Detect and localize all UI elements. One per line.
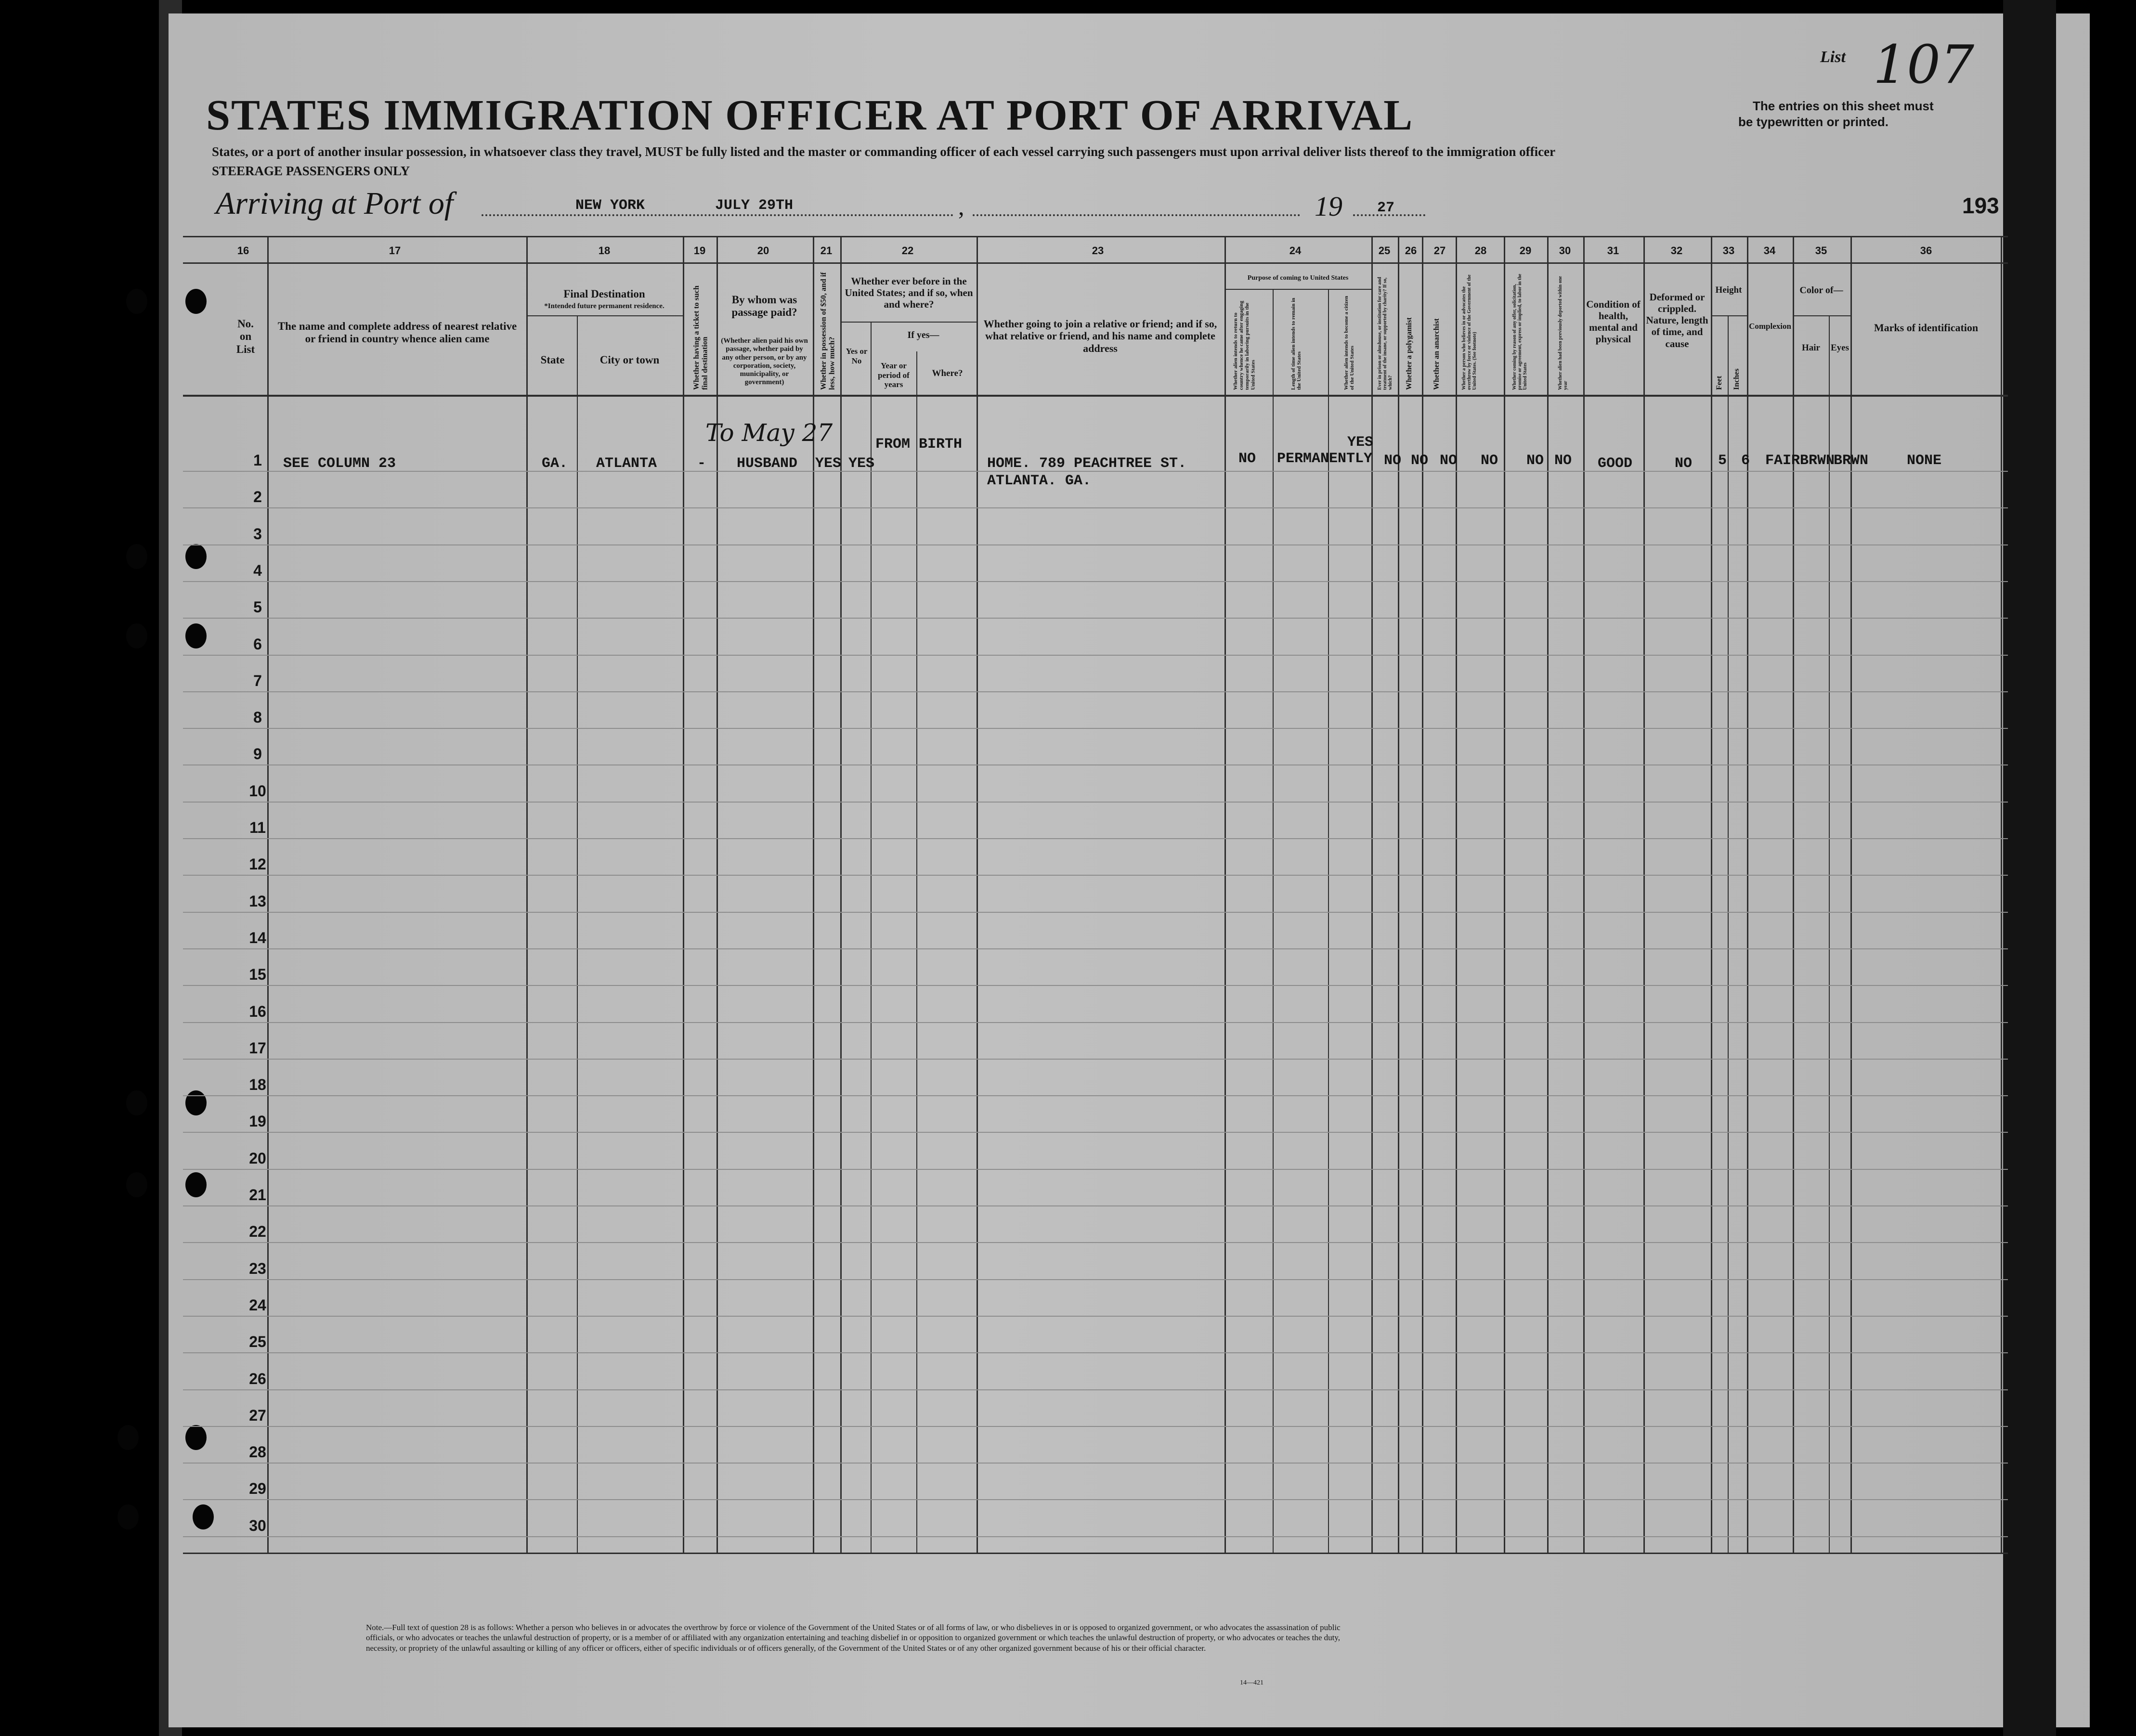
form-title: STATES IMMIGRATION OFFICER AT PORT OF ARRIVAL bbox=[206, 91, 1414, 139]
hdr-hair: Hair bbox=[1802, 343, 1820, 353]
entry-money: YES bbox=[815, 455, 842, 472]
row-rule bbox=[183, 1463, 2008, 1464]
row-rule bbox=[183, 581, 2008, 582]
hdr-by-whom-paid: By whom was passage paid? bbox=[731, 294, 797, 319]
hdr-deformed: Deformed or crippled. Nature, length of time, and cause bbox=[1646, 291, 1708, 350]
col-subdivider bbox=[916, 351, 917, 1553]
row-rule bbox=[183, 875, 2008, 876]
comma: , bbox=[958, 193, 964, 220]
punch-hole bbox=[185, 1425, 207, 1450]
col-divider bbox=[1711, 236, 1712, 1553]
row-rule bbox=[183, 1169, 2008, 1170]
row-rule bbox=[183, 764, 2008, 765]
hdr-possession-50: Whether in possession of $50, and if less, how much? bbox=[820, 272, 836, 390]
row-rule bbox=[183, 1022, 2008, 1023]
col-divider bbox=[1850, 236, 1852, 1553]
entry-deformed: NO bbox=[1675, 455, 1693, 472]
row-number: 28 bbox=[249, 1443, 266, 1461]
row-number: 22 bbox=[249, 1223, 266, 1240]
punch-hole bbox=[126, 1172, 147, 1197]
footnote-question-28: Note.—Full text of question 28 is as follows: Whether a person who believes in or advocates the overthrow by force or violence of the Government of the United States or of all forms of law, or who disbelieves in or is opposed to organized government, or who advocates the assassination of public officials, or who advocates or teaches the unlawful destruction of property, or is a member of or affiliated with any organization entertaining and teaching disbelief in or opposition to organized government or which teaches the unlawful destruction of property, or who advocates or teaches the duty, necessity, or propriety of the unlawful assaulting or killing of any officer or officers, either of specific individuals or of officers generally, of the Government of the United States or of any other organized government because of his or their official character. bbox=[366, 1623, 1341, 1653]
port-line bbox=[482, 214, 953, 216]
subhead-divider bbox=[526, 315, 683, 316]
colnum-17: 17 bbox=[389, 245, 401, 257]
arriving-label: Arriving at Port of bbox=[216, 186, 454, 221]
colnum-30: 30 bbox=[1559, 245, 1571, 257]
hdr-city: City or town bbox=[599, 354, 660, 366]
row-rule bbox=[183, 655, 2008, 656]
hdr-purpose-b: Length of time alien intends to remain in the United States bbox=[1290, 298, 1302, 390]
hdr-if-yes: If yes— bbox=[907, 330, 939, 340]
hdr-state: State bbox=[540, 354, 565, 366]
row-number: 27 bbox=[249, 1407, 266, 1424]
row-number: 25 bbox=[249, 1333, 266, 1350]
row-rule bbox=[183, 1316, 2008, 1317]
row-number: 15 bbox=[249, 966, 266, 983]
punch-hole bbox=[185, 289, 207, 314]
row-rule bbox=[183, 1426, 2008, 1427]
hdr-height: Height bbox=[1715, 285, 1742, 295]
year-line bbox=[1353, 214, 1425, 216]
subhead-divider bbox=[1711, 315, 1747, 316]
row-number: 3 bbox=[253, 525, 262, 543]
colnum-18: 18 bbox=[598, 245, 611, 257]
col-divider bbox=[1583, 236, 1585, 1553]
entry-period: FROM BIRTH bbox=[875, 436, 963, 453]
punch-hole bbox=[126, 289, 147, 314]
row-rule bbox=[183, 1499, 2008, 1500]
row-rule bbox=[183, 1132, 2008, 1133]
list-label: List bbox=[1820, 48, 1846, 66]
entry-citizen: YES bbox=[1347, 434, 1374, 451]
row-rule bbox=[183, 1389, 2008, 1390]
row-rule bbox=[183, 691, 2008, 692]
row-number: 8 bbox=[253, 709, 262, 726]
row-number: 10 bbox=[249, 782, 266, 800]
hdr-where: Where? bbox=[932, 368, 963, 378]
col-divider bbox=[1422, 236, 1423, 1553]
entry-handwritten-note: To May 27 bbox=[705, 419, 833, 447]
steerage-label: STEERAGE PASSENGERS ONLY bbox=[212, 164, 410, 178]
hdr-complexion: Complexion bbox=[1749, 322, 1791, 331]
row-number: 9 bbox=[253, 745, 262, 763]
notice-line-1: The entries on this sheet must bbox=[1753, 99, 1934, 113]
hdr-feet: Feet bbox=[1715, 376, 1723, 390]
col-subdivider bbox=[577, 315, 578, 1553]
col-divider bbox=[1747, 236, 1748, 1553]
subhead-divider bbox=[1793, 315, 1850, 316]
entry-state: GA. bbox=[542, 455, 568, 472]
colnum-19: 19 bbox=[693, 245, 706, 257]
entry-inches: 6 bbox=[1741, 453, 1750, 469]
entry-ticket: - bbox=[697, 455, 706, 472]
colnum-21: 21 bbox=[820, 245, 833, 257]
entry-col29: NO bbox=[1526, 453, 1544, 469]
hdr-col28: Whether a person who believes in or advocates the overthrow by force or violence of the Government of the United States. (See footnote) bbox=[1461, 274, 1477, 390]
row-number: 24 bbox=[249, 1296, 266, 1314]
punch-hole bbox=[126, 1090, 147, 1115]
row-number: 20 bbox=[249, 1150, 266, 1167]
hdr-health: Condition of health, mental and physical bbox=[1586, 298, 1641, 345]
row-number: 29 bbox=[249, 1480, 266, 1497]
hdr-prison: Ever in prison or almshouse, or institution for care and treatment of the insane, or supported by charity? If so, which? bbox=[1377, 277, 1393, 390]
entry-hair: BRWN bbox=[1800, 453, 1835, 469]
colnum-31: 31 bbox=[1607, 245, 1619, 257]
colnum-32: 32 bbox=[1670, 245, 1683, 257]
date-line bbox=[973, 214, 1300, 216]
hdr-eyes: Eyes bbox=[1831, 343, 1849, 353]
row-number: 17 bbox=[249, 1039, 266, 1057]
col-subdivider bbox=[1829, 315, 1830, 1553]
row-rule bbox=[183, 1352, 2008, 1353]
punch-hole bbox=[185, 544, 207, 569]
punch-hole bbox=[126, 544, 147, 569]
punch-hole bbox=[193, 1504, 214, 1529]
hdr-inches: Inches bbox=[1732, 368, 1741, 390]
binding-edge bbox=[2003, 0, 2056, 1736]
header-bottom-border bbox=[183, 395, 2008, 397]
row-number: 11 bbox=[249, 819, 266, 836]
entry-polygamist: NO bbox=[1411, 453, 1429, 469]
colnum-33: 33 bbox=[1722, 245, 1735, 257]
column-number-border bbox=[183, 262, 2008, 264]
row-number: 2 bbox=[253, 488, 262, 505]
hdr-anarchist: Whether an anarchist bbox=[1433, 318, 1441, 390]
entry-return-home: NO bbox=[1238, 451, 1256, 467]
col-subdivider bbox=[871, 322, 872, 1553]
col-divider bbox=[2001, 236, 2002, 1553]
row-number: 23 bbox=[249, 1260, 266, 1277]
col-divider bbox=[683, 236, 684, 1553]
year-prefix: 19 bbox=[1315, 191, 1342, 222]
hdr-col29: Whether coming by reason of any offer, solicitation, promise or agreement, express or implied, to labor in the United States bbox=[1512, 273, 1528, 390]
entry-eyes: BRWN bbox=[1834, 453, 1869, 469]
hdr-yes-or-no: Yes or No bbox=[846, 347, 868, 365]
hdr-final-destination-note: *Intended future permanent residence. bbox=[544, 302, 664, 310]
colnum-34: 34 bbox=[1763, 245, 1776, 257]
punch-hole bbox=[185, 623, 207, 648]
colnum-22: 22 bbox=[901, 245, 914, 257]
entry-length-stay: PERMANENTLY bbox=[1277, 451, 1373, 467]
colnum-23: 23 bbox=[1092, 245, 1104, 257]
col-subdivider bbox=[1328, 289, 1329, 1553]
row-number: 12 bbox=[249, 855, 266, 873]
hdr-purpose-c: Whether alien intends to become a citizen of the United States bbox=[1343, 296, 1355, 390]
form-code: 14—421 bbox=[1240, 1679, 1263, 1686]
hdr-final-destination: Final Destination bbox=[563, 288, 645, 300]
row-rule bbox=[183, 544, 2008, 545]
col-divider bbox=[526, 236, 528, 1553]
col-divider bbox=[1398, 236, 1399, 1553]
entry-join-line2: ATLANTA. GA. bbox=[987, 473, 1092, 489]
hdr-col30: Whether alien had been previously deported within one year bbox=[1558, 276, 1568, 390]
row-rule bbox=[183, 1536, 2008, 1537]
hdr-relative-address: The name and complete address of nearest relative or friend in country whence alien came bbox=[277, 320, 517, 345]
row-number: 13 bbox=[249, 893, 266, 910]
row-number: 14 bbox=[249, 929, 266, 946]
hdr-marks: Marks of identification bbox=[1874, 322, 1979, 334]
col-divider bbox=[1224, 236, 1226, 1553]
entry-paid-by: HUSBAND bbox=[737, 455, 798, 472]
hdr-by-whom-note: (Whether alien paid his own passage, whether paid by any other person, or by any corporation, society, municipality, or government) bbox=[721, 337, 808, 387]
entry-feet: 5 bbox=[1718, 453, 1727, 469]
manifest-sheet bbox=[169, 13, 2090, 1727]
col-subdivider bbox=[1273, 289, 1274, 1553]
punch-hole bbox=[117, 1504, 139, 1529]
colnum-29: 29 bbox=[1519, 245, 1532, 257]
row-number: 5 bbox=[253, 598, 262, 616]
entry-health: GOOD bbox=[1598, 455, 1633, 472]
hdr-no-on-list: No. on List bbox=[236, 318, 255, 355]
row-number: 18 bbox=[249, 1076, 266, 1093]
col-divider bbox=[1371, 236, 1373, 1553]
date-value: JULY 29TH bbox=[715, 197, 794, 214]
row-rule bbox=[183, 1242, 2008, 1243]
row-rule bbox=[183, 802, 2008, 803]
entry-relative: SEE COLUMN 23 bbox=[283, 455, 396, 472]
table-top-border bbox=[183, 236, 2008, 237]
colnum-35: 35 bbox=[1815, 245, 1827, 257]
entry-prison: NO bbox=[1384, 453, 1402, 469]
entry-col30: NO bbox=[1554, 453, 1572, 469]
hdr-year-period: Year or period of years bbox=[878, 361, 910, 389]
list-number: 107 bbox=[1873, 34, 1974, 95]
row-number: 4 bbox=[253, 562, 262, 579]
col-divider bbox=[1793, 236, 1794, 1553]
hdr-purpose: Purpose of coming to United States bbox=[1247, 274, 1349, 282]
port-value: NEW YORK bbox=[575, 197, 645, 214]
entry-join-line1: HOME. 789 PEACHTREE ST. bbox=[987, 455, 1187, 472]
row-rule bbox=[183, 618, 2008, 619]
colnum-24: 24 bbox=[1289, 245, 1302, 257]
row-rule bbox=[183, 912, 2008, 913]
colnum-36: 36 bbox=[1920, 245, 1932, 257]
hdr-ticket: Whether having a ticket to such final destination bbox=[692, 285, 709, 390]
colnum-20: 20 bbox=[757, 245, 769, 257]
entry-city: ATLANTA bbox=[596, 455, 657, 472]
entry-ever-before: YES bbox=[848, 455, 875, 472]
punch-hole bbox=[117, 1425, 139, 1450]
col-divider bbox=[1504, 236, 1505, 1553]
colnum-25: 25 bbox=[1378, 245, 1391, 257]
colnum-28: 28 bbox=[1474, 245, 1487, 257]
row-number: 6 bbox=[253, 635, 262, 653]
row-rule bbox=[183, 1279, 2008, 1280]
col-divider bbox=[977, 236, 978, 1553]
table-bottom-border bbox=[183, 1553, 2008, 1554]
row-rule bbox=[183, 838, 2008, 839]
row-number: 19 bbox=[249, 1113, 266, 1130]
row-rule bbox=[183, 728, 2008, 729]
hdr-color-of: Color of— bbox=[1799, 285, 1843, 296]
row-number: 7 bbox=[253, 672, 262, 689]
row-number: 30 bbox=[249, 1517, 266, 1534]
row-rule bbox=[183, 1205, 2008, 1206]
row-number: 26 bbox=[249, 1370, 266, 1387]
col-divider bbox=[1643, 236, 1645, 1553]
entry-complexion: FAIR bbox=[1765, 453, 1800, 469]
entry-anarchist: NO bbox=[1440, 453, 1458, 469]
row-rule bbox=[183, 1059, 2008, 1060]
row-number: 21 bbox=[249, 1186, 266, 1204]
notice-line-2: be typewritten or printed. bbox=[1738, 115, 1889, 129]
punch-hole bbox=[185, 1172, 207, 1197]
subhead-divider bbox=[840, 322, 977, 323]
col-divider bbox=[1456, 236, 1457, 1553]
col-subdivider bbox=[1728, 315, 1729, 1553]
row-rule bbox=[183, 507, 2008, 508]
row-rule bbox=[183, 1095, 2008, 1096]
hdr-purpose-a: Whether alien intends to return to country whence he came after engaging temporarily in laboring pursuits in the United States bbox=[1233, 300, 1256, 390]
row-rule bbox=[183, 948, 2008, 949]
col-divider bbox=[1547, 236, 1549, 1553]
hdr-joining-relative: Whether going to join a relative or friend; and if so, what relative or friend, and his name and complete address bbox=[983, 318, 1217, 354]
year-suffix: 27 bbox=[1377, 200, 1395, 216]
page-number: 193 bbox=[1962, 193, 1999, 218]
punch-hole bbox=[185, 1090, 207, 1115]
colnum-26: 26 bbox=[1405, 245, 1417, 257]
punch-hole bbox=[126, 623, 147, 648]
instructions-line: States, or a port of another insular possession, in whatsoever class they travel, MUST be fully listed and the master or commanding officer of each vessel carrying such passengers must upon arrival deliver lists thereof to the immigration officer bbox=[212, 144, 1556, 159]
row-rule bbox=[183, 985, 2008, 986]
entry-marks: NONE bbox=[1907, 453, 1942, 469]
subhead-divider bbox=[1224, 289, 1371, 290]
colnum-16: 16 bbox=[237, 245, 249, 257]
hdr-polygamist: Whether a polygamist bbox=[1405, 317, 1413, 390]
col-divider bbox=[840, 236, 842, 1553]
hdr-ever-before: Whether ever before in the United States; and if so, when and where? bbox=[845, 275, 973, 311]
colnum-27: 27 bbox=[1433, 245, 1446, 257]
row-number: 1 bbox=[253, 452, 262, 469]
entry-col28: NO bbox=[1481, 453, 1498, 469]
row-number: 16 bbox=[249, 1003, 266, 1020]
